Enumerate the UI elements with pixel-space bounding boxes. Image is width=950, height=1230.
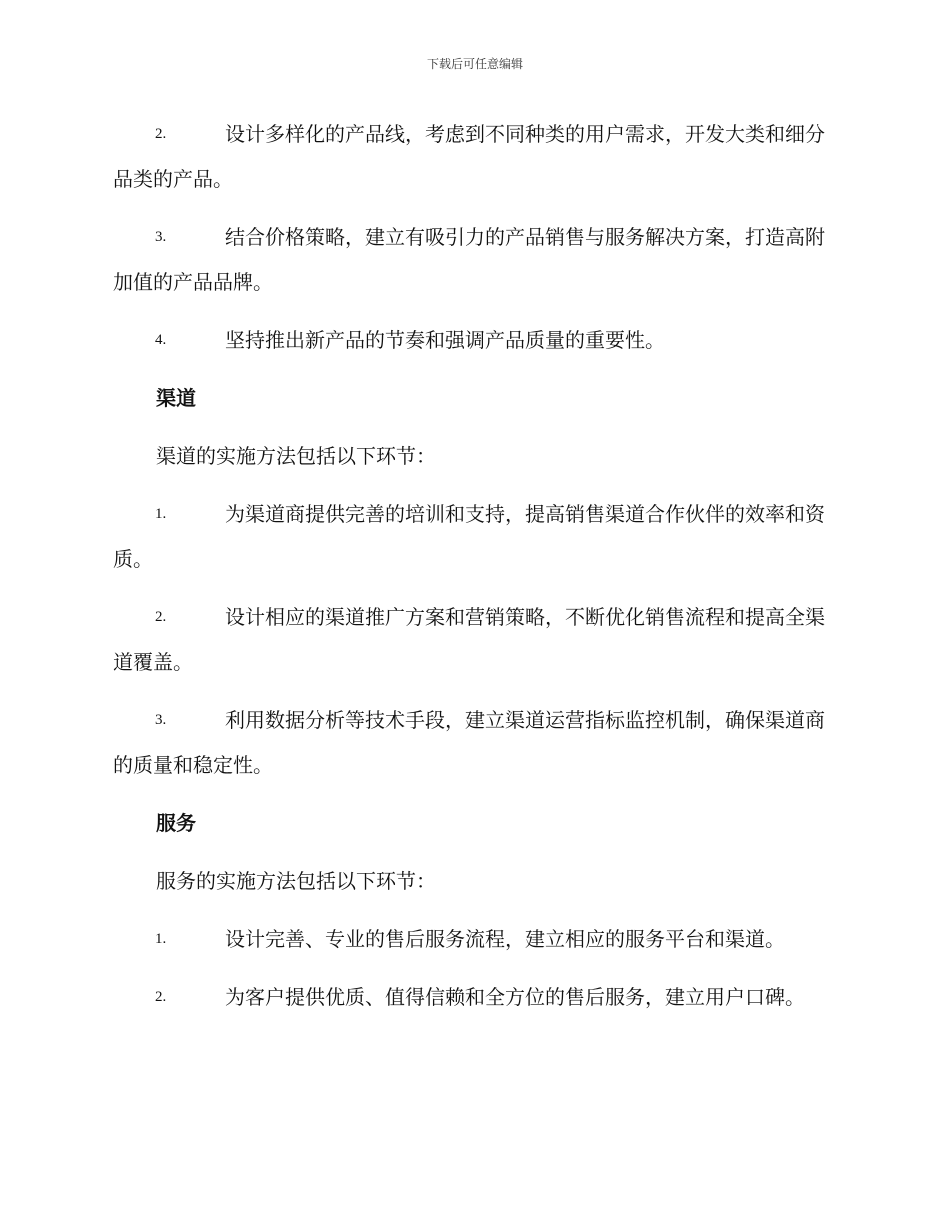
list-number: 2. [155,989,167,1005]
list-number: 1. [155,506,167,522]
list-item [113,492,835,582]
list-number: 3. [155,229,167,245]
section-intro-channel: 渠道的实施方法包括以下环节： [156,444,436,468]
section-heading-channel: 渠道 [156,386,196,410]
list-item [113,595,835,685]
list-item [113,112,835,202]
list-number: 2. [155,609,167,625]
section-heading-service: 服务 [156,811,196,835]
list-text: 设计完善、专业的售后服务流程，建立相应的服务平台和渠道。 [225,927,785,951]
list-number: 3. [155,712,167,728]
page-header: 下载后可任意编辑 [426,57,523,71]
list-number: 1. [155,931,167,947]
section-intro-service: 服务的实施方法包括以下环节： [156,869,436,893]
list-text: 坚持推出新产品的节奏和强调产品质量的重要性。 [225,328,665,352]
list-text: 设计多样化的产品线，考虑到不同种类的用户需求，开发大类和细分品类的产品。 [113,122,825,191]
list-item [113,975,835,1020]
list-text: 设计相应的渠道推广方案和营销策略，不断优化销售流程和提高全渠道覆盖。 [113,605,825,674]
list-text: 利用数据分析等技术手段，建立渠道运营指标监控机制，确保渠道商的质量和稳定性。 [113,708,825,777]
list-item [113,698,835,788]
list-text: 为渠道商提供完善的培训和支持，提高销售渠道合作伙伴的效率和资质。 [113,502,825,571]
list-text: 为客户提供优质、值得信赖和全方位的售后服务，建立用户口碑。 [225,985,805,1009]
list-text: 结合价格策略，建立有吸引力的产品销售与服务解决方案，打造高附加值的产品品牌。 [113,225,825,294]
list-item [113,215,835,305]
list-item [113,318,835,363]
list-number: 2. [155,126,167,142]
list-number: 4. [155,332,167,348]
document-body [113,112,835,1033]
list-item [113,917,835,962]
